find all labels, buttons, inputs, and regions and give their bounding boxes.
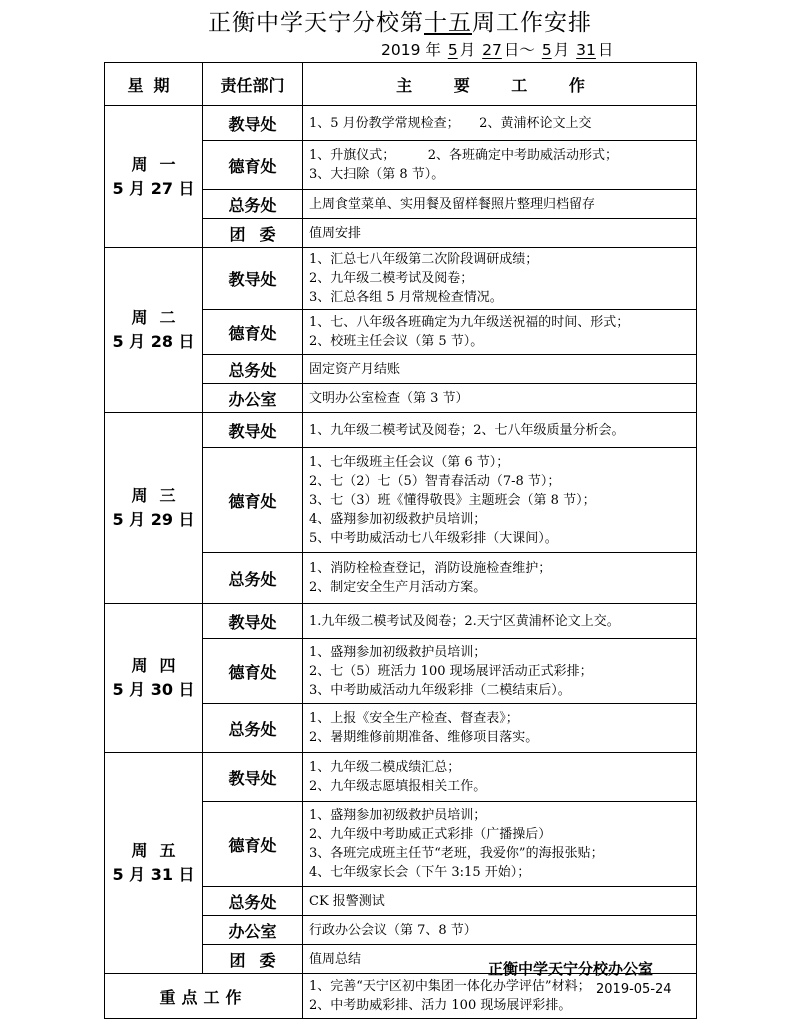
work-line: 4、盛翔参加初级救护员培训； xyxy=(309,511,487,527)
work-cell xyxy=(303,802,697,887)
date-range xyxy=(380,38,614,60)
day-cell xyxy=(105,604,203,753)
work-line: 1、汇总七八年级第二次阶段调研成绩； xyxy=(309,252,539,267)
work-cell xyxy=(303,704,697,753)
work-line: 1、九年级二模考试及阅卷；2、七八年级质量分析会。 xyxy=(309,422,625,438)
work-line: 3、大扫除（第 8 节）。 xyxy=(309,167,445,182)
dept-cell: 教导处 xyxy=(203,753,303,802)
work-line: 1、上报《安全生产检查、督查表》； xyxy=(309,711,519,726)
start-month: 5 xyxy=(447,41,458,59)
dept-cell: 团委 xyxy=(203,945,303,974)
work-line: 2、九年级二模考试及阅卷； xyxy=(309,271,474,286)
table-row xyxy=(105,413,697,448)
dept-cell: 总务处 xyxy=(203,553,303,604)
work-cell xyxy=(303,355,697,384)
dept-cell: 德育处 xyxy=(203,639,303,704)
page-title xyxy=(0,4,800,37)
work-line: 2、校班主任会议（第 5 节）。 xyxy=(309,334,484,349)
schedule-table xyxy=(104,62,697,1019)
work-line: CK 报警测试 xyxy=(309,893,385,909)
end-day: 31 xyxy=(576,41,596,59)
start-day: 27 xyxy=(482,41,502,59)
dept-cell: 德育处 xyxy=(203,141,303,190)
work-line: 2、九年级志愿填报相关工作。 xyxy=(309,779,487,794)
work-cell xyxy=(303,413,697,448)
day-date: 5 月 31 日 xyxy=(112,865,195,884)
column-header-day: 星期 xyxy=(105,63,203,106)
work-cell xyxy=(303,639,697,704)
day-date: 5 月 28 日 xyxy=(112,332,195,351)
work-cell xyxy=(303,384,697,413)
day-name: 周四 xyxy=(131,656,188,675)
work-line: 3、七（3）班《懂得敬畏》主题班会（第 8 节）； xyxy=(309,492,596,508)
work-cell xyxy=(303,887,697,916)
day-date: 5 月 27 日 xyxy=(112,178,195,198)
schedule-body xyxy=(105,106,697,1019)
dept-cell: 教导处 xyxy=(203,413,303,448)
work-line: 文明办公室检查（第 3 节） xyxy=(309,390,469,406)
column-header-dept: 责任部门 xyxy=(203,63,303,106)
title-prefix: 正衡中学天宁分校第 xyxy=(208,10,424,36)
work-line: 2、暑期维修前期准备、维修项目落实。 xyxy=(309,730,539,745)
table-row xyxy=(105,248,697,310)
work-line: 1、完善“天宁区初中集团一体化办学评估”材料； xyxy=(309,979,591,994)
work-line: 1、消防栓检查登记，消防设施检查维护； xyxy=(309,561,552,576)
work-line: 1、盛翔参加初级救护员培训； xyxy=(309,644,487,660)
work-line: 4、七年级家长会（下午 3:15 开始）； xyxy=(309,865,531,880)
day-name: 周三 xyxy=(131,486,188,505)
work-line: 1、九年级二模成绩汇总； xyxy=(309,760,461,775)
work-cell xyxy=(303,753,697,802)
day-date: 5 月 30 日 xyxy=(112,680,195,699)
dept-cell: 教导处 xyxy=(203,248,303,310)
dept-cell: 总务处 xyxy=(203,355,303,384)
dept-cell: 总务处 xyxy=(203,190,303,219)
table-row xyxy=(105,106,697,141)
work-line: 值周总结 xyxy=(309,951,362,967)
work-cell xyxy=(303,448,697,553)
work-line: 3、各班完成班主任节“老班，我爱你”的海报张贴； xyxy=(309,846,604,861)
dept-cell: 教导处 xyxy=(203,604,303,639)
work-cell xyxy=(303,141,697,190)
work-line: 2、七（5）班活力 100 现场展评活动正式彩排； xyxy=(309,663,593,679)
work-line: 3、汇总各组 5 月常规检查情况。 xyxy=(309,290,503,305)
work-line: 2、制定安全生产月活动方案。 xyxy=(309,580,487,595)
work-line: 行政办公会议（第 7、8 节） xyxy=(309,922,477,938)
dept-cell: 德育处 xyxy=(203,448,303,553)
work-line: 5、中考助威活动七八年级彩排（大课间）。 xyxy=(309,530,558,546)
work-line: 1、七年级班主任会议（第 6 节）； xyxy=(309,454,510,470)
work-line: 上周食堂菜单、实用餐及留样餐照片整理归档留存 xyxy=(309,196,596,212)
work-cell xyxy=(303,248,697,310)
end-month: 5 xyxy=(541,41,552,59)
key-work-label: 重点工作 xyxy=(105,974,303,1019)
day-name: 周五 xyxy=(131,841,188,860)
work-cell xyxy=(303,219,697,248)
work-line: 1、5 月份教学常规检查； 2、黄浦杯论文上交 xyxy=(309,115,592,131)
work-line: 2、中考助威彩排、活力 100 现场展评彩排。 xyxy=(309,998,572,1013)
work-cell xyxy=(303,106,697,141)
header-row xyxy=(105,63,697,106)
column-header-work: 主 要 工 作 xyxy=(303,63,697,106)
day-cell xyxy=(105,753,203,974)
dept-cell: 总务处 xyxy=(203,887,303,916)
day-date: 5 月 29 日 xyxy=(112,510,195,529)
day-name: 周二 xyxy=(131,308,188,327)
dept-cell: 办公室 xyxy=(203,384,303,413)
work-line: 1、七、八年级各班确定为九年级送祝福的时间、形式； xyxy=(309,315,630,330)
dept-cell: 团委 xyxy=(203,219,303,248)
week-number: 十五 xyxy=(424,10,472,36)
table-row xyxy=(105,604,697,639)
work-cell xyxy=(303,604,697,639)
day-name: 周一 xyxy=(131,154,188,174)
work-line: 2、九年级中考助威正式彩排（广播操后） xyxy=(309,827,552,842)
work-line: 1.九年级二模考试及阅卷；2.天宁区黄浦杯论文上交。 xyxy=(309,613,620,629)
table-row xyxy=(105,753,697,802)
work-cell xyxy=(303,553,697,604)
work-cell xyxy=(303,190,697,219)
dept-cell: 德育处 xyxy=(203,310,303,355)
dept-cell: 德育处 xyxy=(203,802,303,887)
dept-cell: 教导处 xyxy=(203,106,303,141)
month-label: 月 xyxy=(553,41,570,59)
dept-cell: 总务处 xyxy=(203,704,303,753)
work-line: 1、升旗仪式； 2、各班确定中考助威活动形式； xyxy=(309,148,619,163)
footer-org: 正衡中学天宁分校办公室 xyxy=(488,960,654,978)
day-cell xyxy=(105,106,203,248)
year: 2019 年 xyxy=(381,41,441,59)
work-line: 1、盛翔参加初级救护员培训； xyxy=(309,808,487,823)
dept-cell: 办公室 xyxy=(203,916,303,945)
work-cell xyxy=(303,916,697,945)
work-line: 值周安排 xyxy=(309,225,362,241)
footer-date: 2019-05-24 xyxy=(596,982,672,997)
work-line: 2、七（2）七（5）智青春活动（7-8 节）； xyxy=(309,473,561,489)
work-line: 固定资产月结账 xyxy=(309,361,401,377)
day-cell xyxy=(105,413,203,604)
work-cell xyxy=(303,310,697,355)
title-suffix: 周工作安排 xyxy=(472,10,592,36)
work-line: 3、中考助威活动九年级彩排（二模结束后）。 xyxy=(309,682,571,698)
month-label: 月 xyxy=(459,41,476,59)
day-cell xyxy=(105,248,203,413)
day-label: 日～ xyxy=(503,41,535,59)
day-label: 日 xyxy=(597,41,614,59)
